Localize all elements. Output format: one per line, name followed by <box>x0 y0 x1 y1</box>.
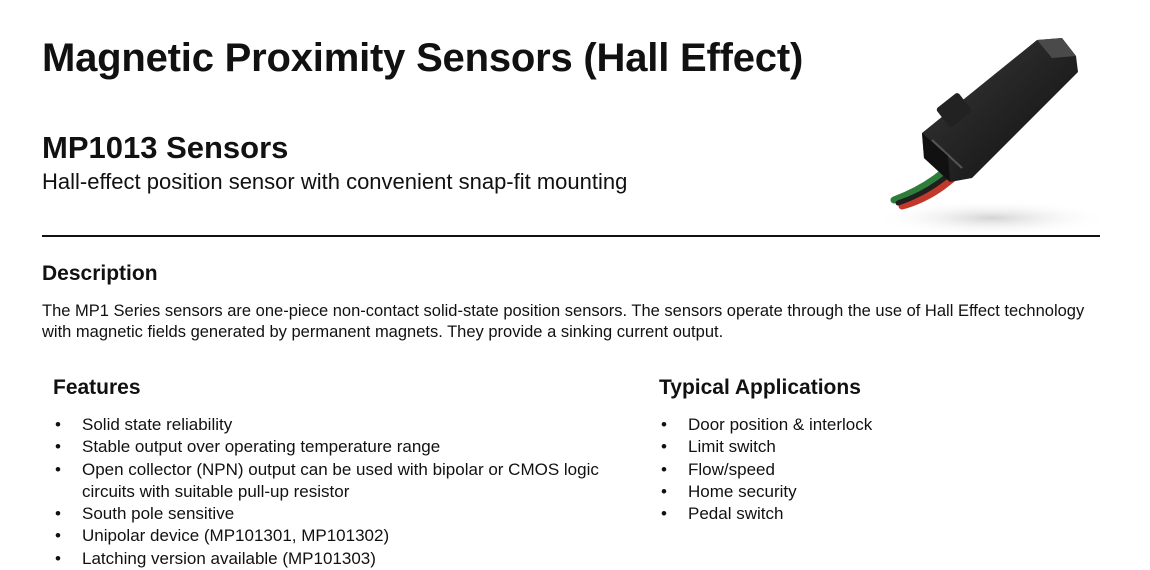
feature-item: • Stable output over operating temperature range <box>53 436 613 458</box>
product-name: MP1013 Sensors <box>42 130 289 165</box>
applications-list <box>659 414 1079 525</box>
product-tagline: Hall-effect position sensor with convenient snap-fit mounting <box>42 169 628 194</box>
application-item: • Door position & interlock <box>659 414 1079 436</box>
feature-item: • Latching version available (MP101303) <box>53 548 613 570</box>
application-item: • Home security <box>659 481 1079 503</box>
page-title: Magnetic Proximity Sensors (Hall Effect) <box>42 36 804 80</box>
application-item: • Pedal switch <box>659 503 1079 525</box>
section-divider <box>42 235 1100 237</box>
description-text: The MP1 Series sensors are one-piece non-contact solid-state position sensors. The sensors operate through the use of Hall Effect technology with magnetic fields generated by permanent magnets. They provide a sinking current output. <box>42 302 1085 341</box>
features-heading: Features <box>53 376 141 399</box>
feature-item: • South pole sensitive <box>53 503 613 525</box>
features-list <box>53 414 613 570</box>
sensor-product-image <box>862 28 1110 238</box>
applications-heading: Typical Applications <box>659 376 861 399</box>
feature-item: • Solid state reliability <box>53 414 613 436</box>
feature-item: • Open collector (NPN) output can be used with bipolar or CMOS logic circuits with suitable pull-up resistor <box>53 459 613 504</box>
description-heading: Description <box>42 262 158 285</box>
application-item: • Limit switch <box>659 436 1079 458</box>
application-item: • Flow/speed <box>659 459 1079 481</box>
feature-item: • Unipolar device (MP101301, MP101302) <box>53 525 613 547</box>
